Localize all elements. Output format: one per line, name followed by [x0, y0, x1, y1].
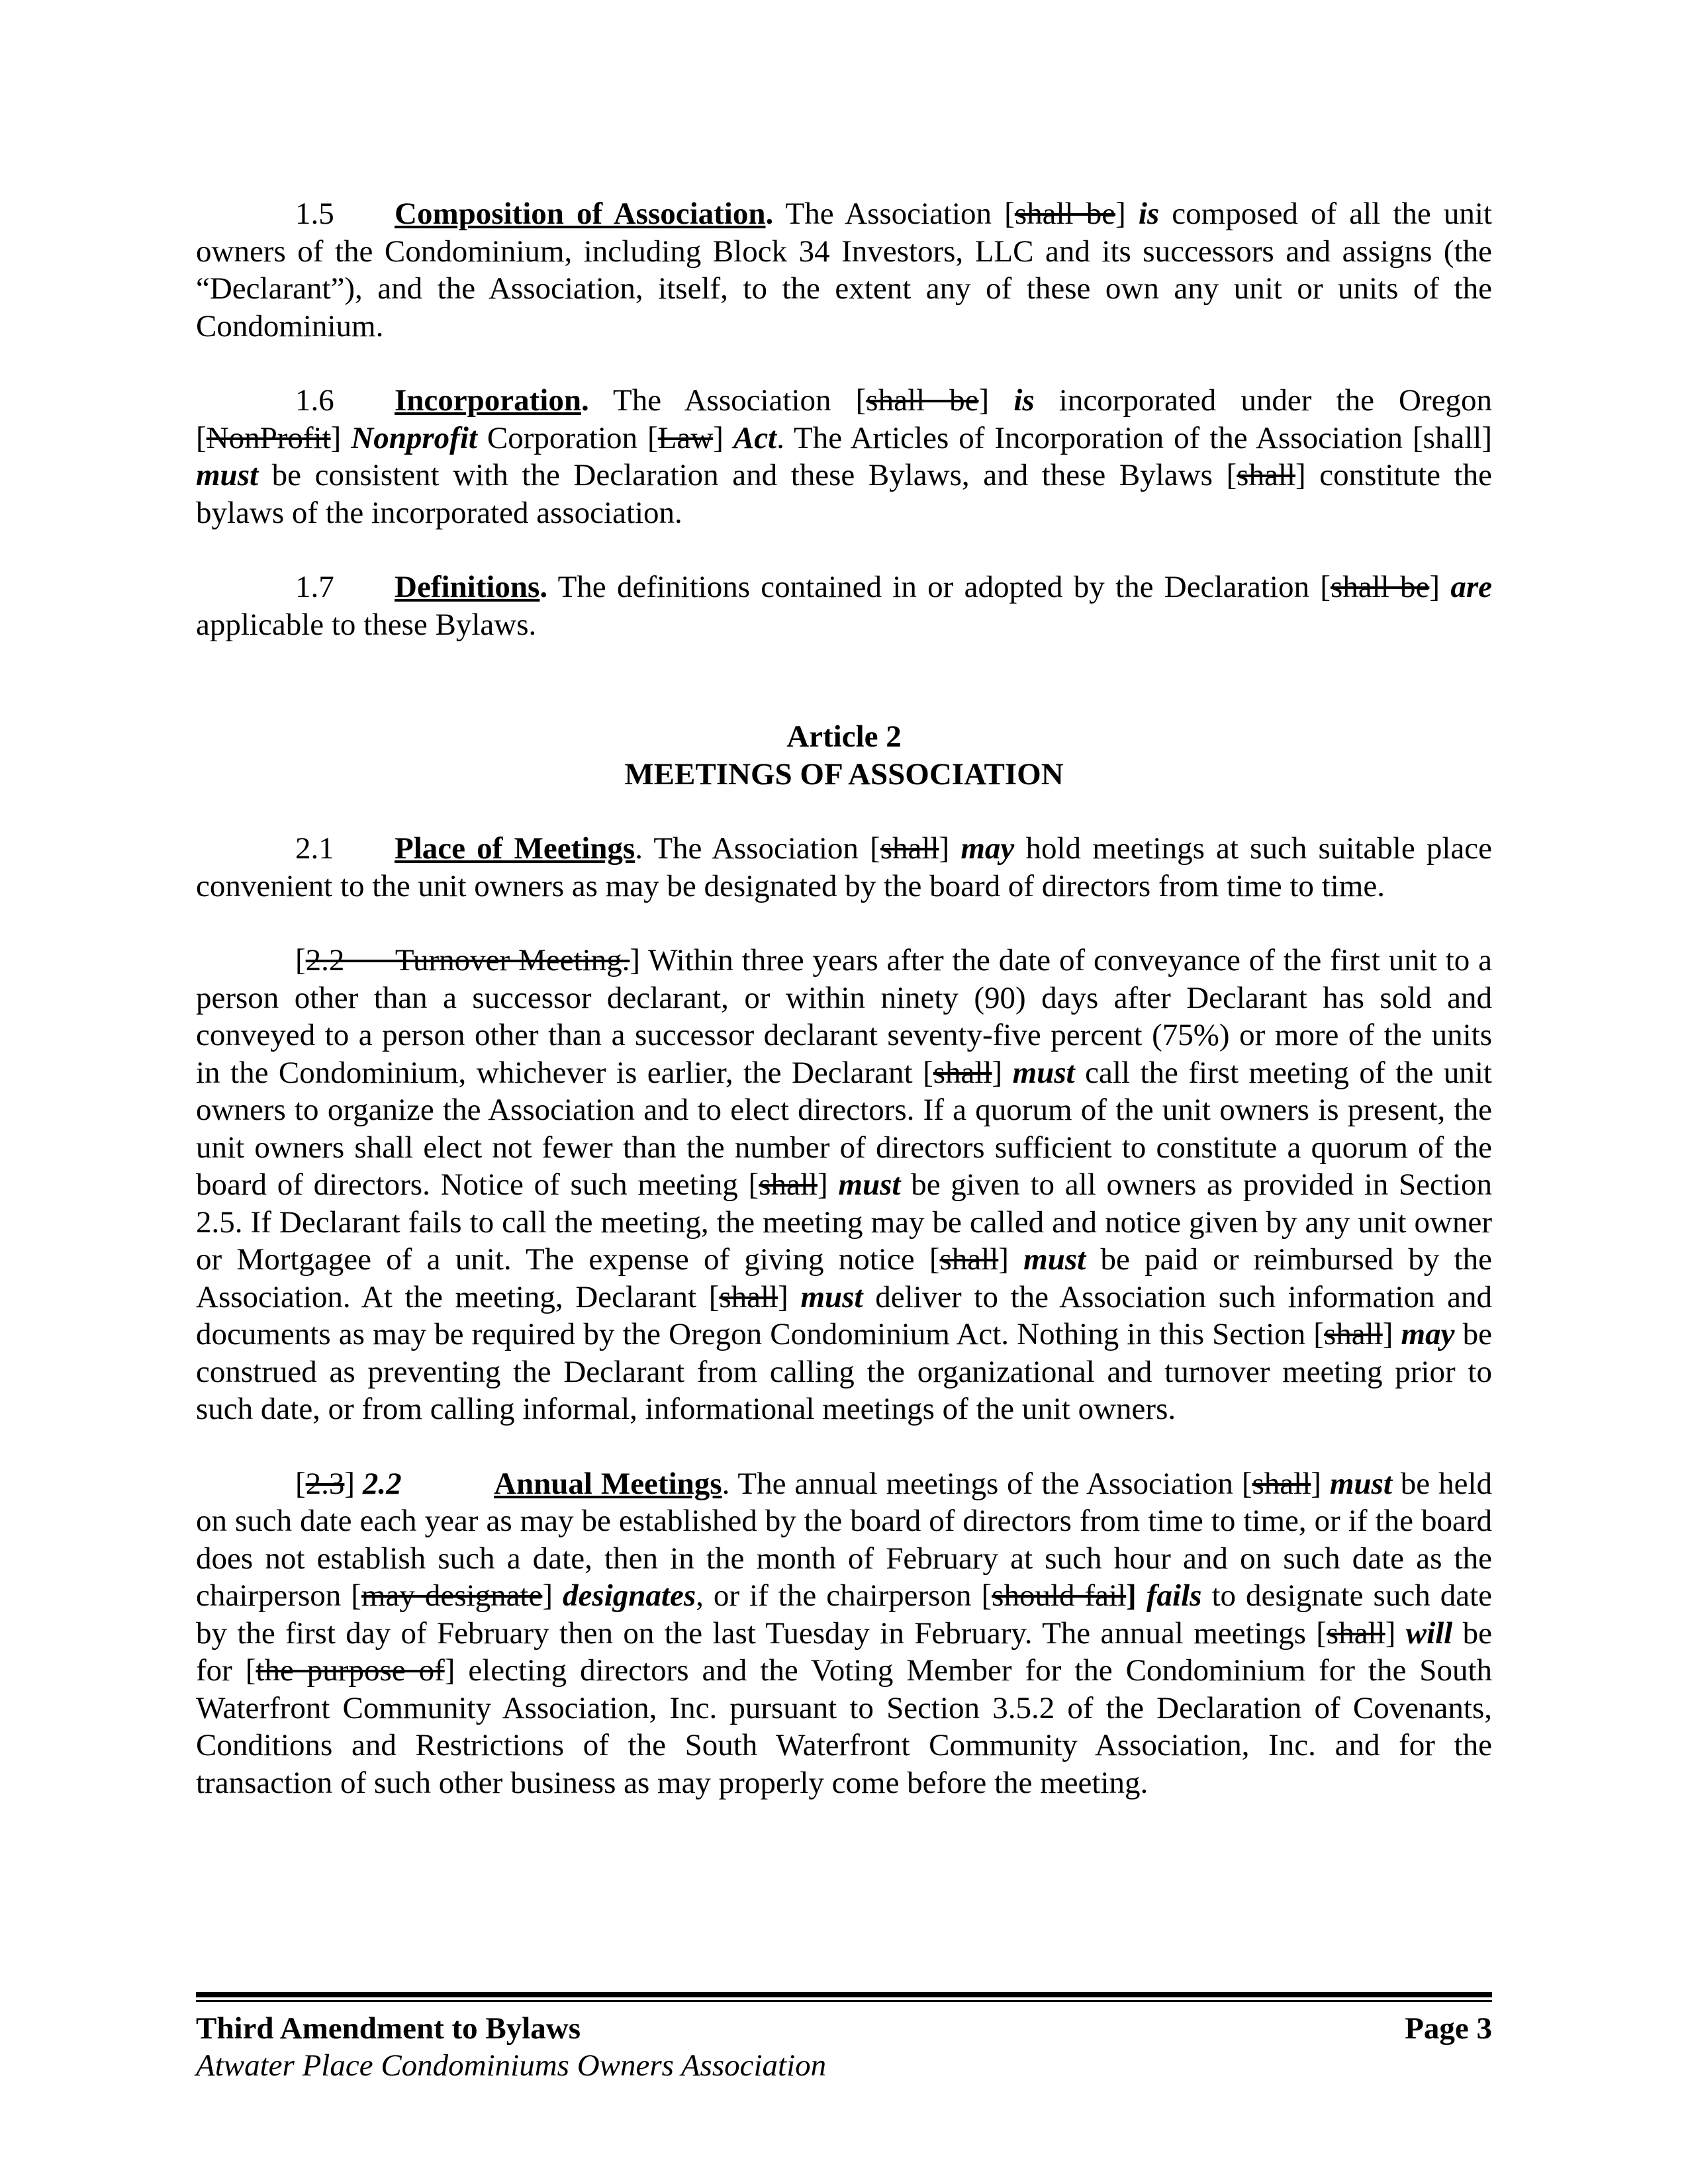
article-number: Article 2	[786, 719, 902, 754]
text: Corporation [	[477, 420, 658, 455]
text: ]	[330, 420, 352, 455]
inserted-text: must	[1012, 1055, 1075, 1090]
deleted-text: shall	[719, 1279, 778, 1314]
deleted-text: shall be	[1330, 570, 1430, 604]
section-number-group	[295, 1465, 494, 1503]
page-footer	[196, 1992, 1492, 2084]
deleted-text: 2.2 Turnover Meeting.	[305, 943, 630, 978]
inserted-text: must	[800, 1279, 863, 1314]
deleted-text: may designate	[361, 1578, 543, 1613]
text: deliver to the Association such information and documents as may be required by the Oregon Condominium Act. Nothing in this Section [	[196, 1279, 1493, 1351]
text: be given to all owners as provided in Section 2.5. If Declarant fails to call the meeting, the meeting may be called and notice given by any unit owner or Mortgagee of a unit. The expense of giving notice [	[196, 1167, 1492, 1277]
section-1-5: 1.5 Composition of Association. The Association [shall be] is composed of all the unit owners of the Condominium, including Block 34 Investors, LLC and its successors and assigns (the “Declarant”), and the Association, itself, to the extent any of these own any unit or units of the Condominium.	[196, 197, 1492, 343]
text: [	[295, 1466, 306, 1501]
text: to designate such date by the first day of February then on the last Tuesday in February. The annual meetings [	[196, 1578, 1493, 1651]
text: ] electing directors and the Voting Member for the Condominium for the South Waterfront Community Association, Inc. pursuant to Section 3.5.2 of the Declaration of Covenants, Conditions and Restrictions of the South Waterfront Community Association, Inc. and for the transaction of such other business as may properly come before the meeting.	[196, 1653, 1492, 1800]
text: ]	[978, 383, 1014, 418]
inserted-text: must	[1329, 1466, 1392, 1501]
text: ]	[1115, 197, 1139, 231]
deleted-text: shall	[880, 831, 939, 866]
text: The Association [	[785, 197, 1015, 231]
text: be construed as preventing the Declarant from calling the organizational and turnover meeting prior to such date, or from calling informal, informational meetings of the unit owners.	[196, 1317, 1492, 1426]
text: ]	[713, 420, 733, 455]
text: ]	[1382, 1317, 1401, 1351]
text: ]	[992, 1055, 1013, 1090]
text: hold meetings at such suitable place convenient to the unit owners as may be designated by the board of directors from time to time.	[196, 831, 1492, 903]
deleted-text: shall	[759, 1167, 818, 1202]
deleted-text: NonProfit	[206, 420, 331, 455]
deleted-text: shall be	[1014, 197, 1116, 231]
text: composed of all the unit owners of the Condominium, including Block 34 Investors, LLC and its successors and assigns (the “Declarant”), and the Association, itself, to the extent any of these own any unit or units of the Condominium.	[196, 197, 1492, 343]
footer-document-title: Third Amendment to Bylaws	[196, 2011, 581, 2046]
inserted-text: may	[1401, 1317, 1455, 1351]
text: ] constitute the bylaws of the incorporated association.	[196, 458, 1492, 530]
text: ]	[344, 1466, 363, 1501]
deleted-text: shall	[1237, 458, 1295, 492]
section-2-1: 2.1 Place of Meetings. The Association [shall] may hold meetings at such suitable place convenient to the unit owners as may be designated by the board of directors from time to time.	[196, 831, 1492, 903]
deleted-text: should fail	[992, 1578, 1127, 1613]
section-number: 1.5	[295, 197, 334, 231]
deleted-text: the purpose of	[256, 1653, 445, 1688]
deleted-text: shall be	[866, 383, 979, 418]
inserted-text: must	[838, 1167, 901, 1202]
section-number: 1.6	[295, 383, 334, 418]
inserted-text: must	[1023, 1242, 1086, 1277]
section-heading: Definitions	[395, 570, 540, 604]
text: call the first meeting of the unit owners to organize the Association and to elect directors. If a quorum of the unit owners is present, the unit owners shall elect not fewer than the number of directors sufficient to constitute a quorum of the board of directors. Notice of such meeting [	[196, 1055, 1492, 1202]
text: . The Articles of Incorporation of the Association [shall]	[776, 420, 1493, 455]
text: be for [	[196, 1615, 1492, 1688]
inserted-text: must	[196, 458, 259, 492]
text: , or if the chairperson [	[696, 1578, 992, 1613]
text: be consistent with the Declaration and these Bylaws, and these Bylaws [	[258, 458, 1237, 492]
section-1-6: 1.6 Incorporation. The Association [shall be] is incorporated under the Oregon [NonProfit] Nonprofit Corporation [Law] Act. The Articles of Incorporation of the Association [shall] must be consistent with the Declaration and these Bylaws, and these Bylaws [shall] constitute the bylaws of the incorporated association.	[196, 383, 1493, 530]
text: [	[295, 943, 306, 978]
text: ]	[818, 1167, 839, 1202]
deleted-text: 2.3	[305, 1466, 345, 1501]
section-heading: Place of Meetings	[395, 831, 635, 866]
text: ]	[778, 1279, 801, 1314]
text: The annual meetings of the Association [	[737, 1466, 1252, 1501]
deleted-text: shall	[1252, 1466, 1311, 1501]
text: The definitions contained in or adopted by the Declaration [	[557, 570, 1331, 604]
text: The Association [	[613, 383, 867, 418]
text: applicable to these Bylaws.	[196, 607, 537, 642]
inserted-text: Act	[733, 420, 777, 455]
deleted-text: shall	[933, 1055, 992, 1090]
section-2-2-annual-meetings: [2.3] 2.2 Annual Meetings. The annual meetings of the Association [shall] must be held on such date each year as may be established by the board of directors from time to time, or if the board does not establish such a date, then in the month of February at such hour and on such date as the chairperson [may designate] designates, or if the chairperson [should fail] fails to designate such date by the first day of February then on the last Tuesday in February. The annual meetings [shall] will be for [the purpose of] electing directors and the Voting Member for the Condominium for the South Waterfront Community Association, Inc. pursuant to Section 3.5.2 of the Declaration of Covenants, Conditions and Restrictions of the South Waterfront Community Association, Inc. and for the transaction of such other business as may properly come before the meeting.	[196, 1466, 1493, 1800]
text: ] Within three years after the date of conveyance of the first unit to a person other than a successor declarant, or within ninety (90) days after Declarant has sold and conveyed to a person other than a successor declarant seventy-five percent (75%) or more of the units in the Condominium, whichever is earlier, the Declarant [	[196, 943, 1492, 1090]
inserted-text: is	[1013, 383, 1035, 418]
text: be held on such date each year as may be established by the board of directors from time to time, or if the board does not establish such a date, then in the month of February at such hour and on such date as the chairperson [	[196, 1466, 1493, 1613]
section-heading: Annual Meetings	[494, 1466, 722, 1501]
inserted-text: Nonprofit	[351, 420, 477, 455]
section-number: 1.7	[295, 570, 334, 604]
inserted-text: designates	[563, 1578, 696, 1613]
text: incorporated under the Oregon [	[196, 383, 1492, 455]
footer-page-number: Page 3	[1405, 2011, 1492, 2046]
article-title: MEETINGS OF ASSOCIATION	[624, 756, 1064, 792]
text: be paid or reimbursed by the Association. At the meeting, Declarant [	[196, 1242, 1493, 1314]
text: ]	[939, 831, 961, 866]
text: ]	[542, 1578, 563, 1613]
page-body	[196, 195, 1492, 1801]
inserted-text: is	[1138, 197, 1160, 231]
footer-rule-thin	[196, 2000, 1492, 2002]
inserted-text: fails	[1146, 1578, 1202, 1613]
text: ]	[1126, 1578, 1147, 1613]
text: ]	[1311, 1466, 1330, 1501]
section-number: 2.1	[295, 831, 334, 866]
text: The Association [	[653, 831, 880, 866]
text: ]	[998, 1242, 1024, 1277]
inserted-text: may	[961, 831, 1015, 866]
deleted-text: shall	[1323, 1317, 1383, 1351]
inserted-text: are	[1450, 570, 1492, 604]
footer-organization: Atwater Place Condominiums Owners Association	[196, 2048, 827, 2083]
section-heading: Incorporation	[395, 383, 581, 418]
inserted-text: will	[1405, 1615, 1453, 1651]
section-heading: Composition of Association	[395, 197, 766, 231]
inserted-number: 2.2	[362, 1466, 402, 1501]
deleted-text: shall	[939, 1242, 999, 1277]
text: ]	[1385, 1615, 1406, 1651]
section-1-7: 1.7 Definitions. The definitions contained in or adopted by the Declaration [shall be] are applicable to these Bylaws.	[196, 570, 1492, 642]
footer-rule-thick	[196, 1992, 1492, 1997]
deleted-text: Law	[657, 420, 714, 455]
text: ]	[1429, 570, 1451, 604]
deleted-text: shall	[1326, 1615, 1385, 1651]
section-turnover-deleted	[196, 942, 1492, 1428]
